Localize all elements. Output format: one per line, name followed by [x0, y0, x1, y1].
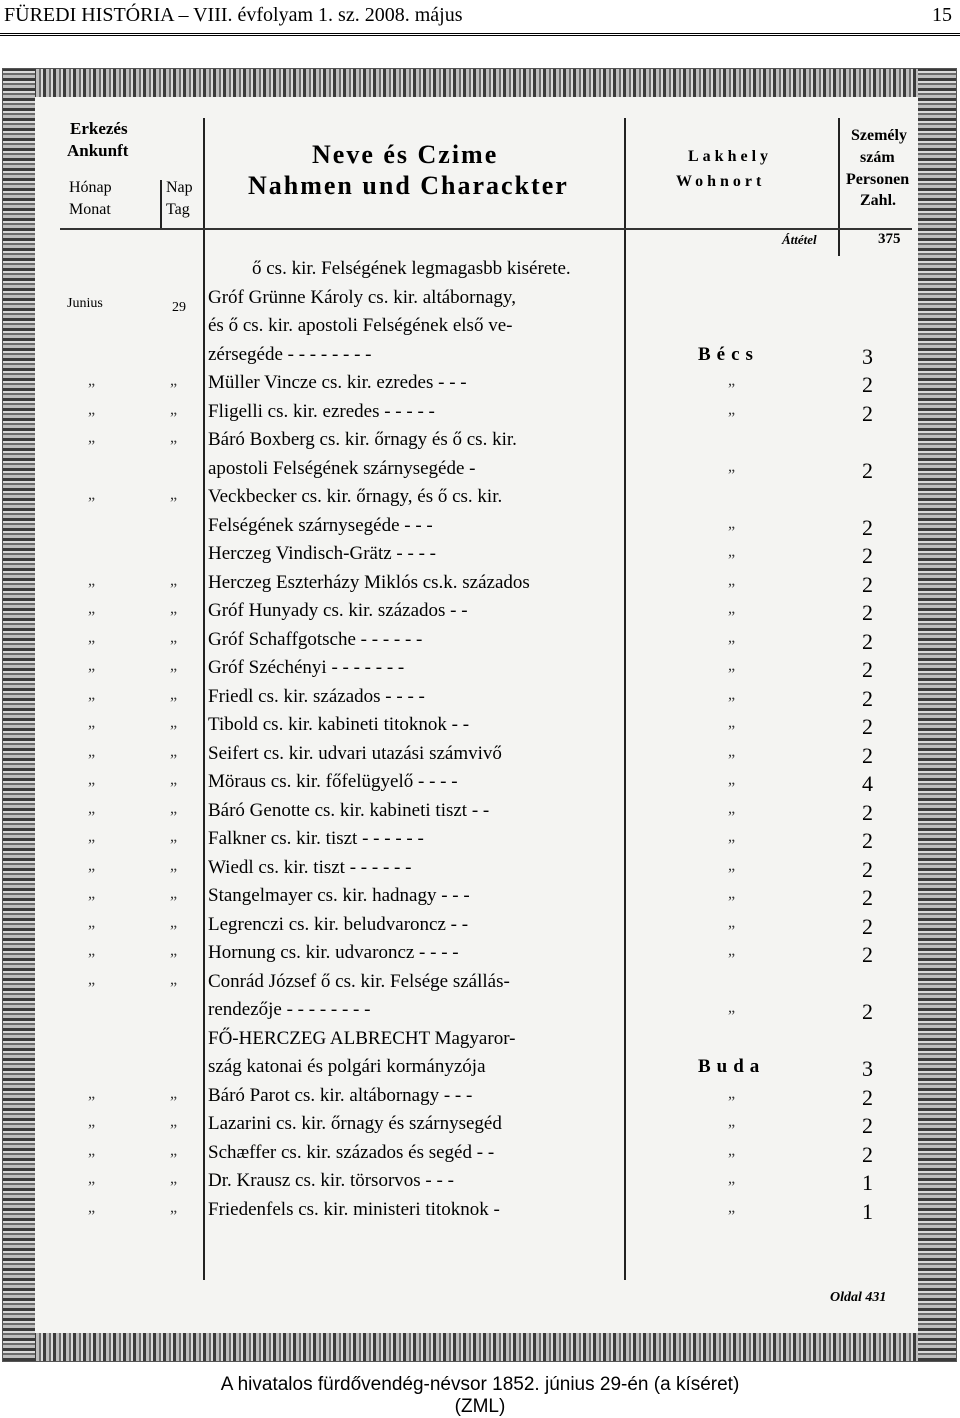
ditto-mark: „	[728, 828, 736, 845]
journal-title: FÜREDI HISTÓRIA – VIII. évfolyam 1. sz. 2008. május	[4, 4, 463, 26]
guest-name: Seifert cs. kir. udvari utazási számvivő	[208, 742, 502, 764]
guest-name: ő cs. kir. Felségének legmagasbb kisérete.	[252, 258, 571, 279]
ditto-mark: „	[728, 514, 736, 532]
ditto-mark: „	[88, 828, 96, 845]
register-row	[0, 714, 930, 742]
guest-name: Felségének szárnysegéde - - -	[208, 514, 433, 536]
col-arrival-de: Ankunft	[67, 141, 129, 160]
person-count: 2	[862, 543, 873, 568]
ditto-mark: „	[728, 372, 736, 389]
person-count: 2	[862, 1141, 873, 1167]
col-day-de: Tag	[166, 201, 190, 218]
ditto-mark: „	[170, 657, 178, 674]
col-month-hu: Hónap	[69, 179, 112, 196]
guest-name: Gróf Széchényi - - - - - - -	[208, 657, 405, 678]
residence: Bécs	[698, 343, 759, 365]
residence: Buda	[698, 1056, 766, 1077]
guest-name: Friedl cs. kir. százados - - - -	[208, 685, 425, 707]
ditto-mark: „	[170, 1113, 178, 1130]
ditto-mark: „	[728, 543, 736, 560]
register-row	[0, 1028, 930, 1056]
guest-name: Möraus cs. kir. főfelügyelő - - - -	[208, 771, 458, 792]
register-row	[0, 543, 930, 571]
ditto-mark: „	[88, 628, 96, 646]
ditto-mark: „	[88, 714, 96, 731]
register-row	[0, 1199, 930, 1227]
ditto-mark: „	[170, 714, 178, 731]
col-persons-hu-1: Személy	[851, 127, 907, 144]
register-row	[0, 287, 930, 315]
ditto-mark: „	[88, 1141, 96, 1159]
ditto-mark: „	[728, 714, 736, 731]
ditto-mark: „	[88, 856, 96, 874]
col-day-hu: Nap	[166, 179, 193, 196]
guest-name: Schæffer cs. kir. százados és segéd - -	[208, 1141, 495, 1163]
ditto-mark: „	[88, 799, 96, 817]
ditto-mark: „	[170, 600, 178, 617]
ditto-mark: „	[88, 1084, 96, 1102]
ditto-mark: „	[88, 571, 96, 589]
ditto-mark: „	[170, 942, 178, 959]
person-count: 1	[862, 1170, 873, 1195]
person-count: 2	[862, 628, 873, 654]
ditto-mark: „	[170, 628, 178, 646]
ditto-mark: „	[728, 942, 736, 959]
ditto-mark: „	[728, 1141, 736, 1159]
person-count: 2	[862, 742, 873, 768]
register-row	[0, 686, 930, 714]
guest-name: szág katonai és polgári kormányzója	[208, 1056, 486, 1077]
ditto-mark: „	[88, 970, 96, 988]
guest-name: Gróf Hunyady cs. kir. százados - -	[208, 600, 468, 621]
guest-name: Lazarini cs. kir. őrnagy és szárnysegéd	[208, 1113, 502, 1134]
ditto-mark: „	[170, 400, 178, 418]
ditto-mark: „	[170, 799, 178, 817]
carry-over-label: Áttétel	[782, 232, 817, 247]
register-row	[0, 828, 930, 856]
col-name-hu: Neve és Czime	[312, 140, 499, 169]
person-count: 2	[862, 1084, 873, 1110]
ditto-mark: „	[728, 1113, 736, 1130]
register-row	[0, 1170, 930, 1198]
register-row	[0, 857, 930, 885]
guest-name: Friedenfels cs. kir. ministeri titoknok -	[208, 1198, 500, 1220]
ditto-mark: „	[170, 685, 178, 703]
ditto-mark: „	[88, 1113, 96, 1130]
ditto-mark: „	[88, 429, 96, 446]
ditto-mark: „	[728, 571, 736, 589]
guest-name: Hornung cs. kir. udvaroncz - - - -	[208, 942, 459, 963]
person-count: 2	[862, 400, 873, 426]
ditto-mark: „	[728, 400, 736, 418]
ditto-mark: „	[728, 885, 736, 902]
person-count: 2	[862, 942, 873, 967]
ditto-mark: „	[170, 571, 178, 589]
register-row	[0, 914, 930, 942]
ditto-mark: „	[170, 856, 178, 874]
ditto-mark: „	[170, 742, 178, 760]
ditto-mark: „	[170, 486, 178, 503]
person-count: 2	[862, 600, 873, 625]
register-row	[0, 458, 930, 486]
register-row	[0, 429, 930, 457]
register-row	[0, 942, 930, 970]
ditto-mark: „	[88, 685, 96, 703]
person-count: 2	[862, 714, 873, 739]
ditto-mark: „	[88, 1198, 96, 1216]
person-count: 4	[862, 771, 873, 796]
header-divider	[0, 33, 960, 36]
ditto-mark: „	[88, 742, 96, 760]
register-row	[0, 515, 930, 543]
ditto-mark: „	[170, 885, 178, 902]
register-row	[0, 315, 930, 343]
guest-name: Dr. Krausz cs. kir. törsorvos - - -	[208, 1170, 454, 1191]
ornamental-border-top	[3, 69, 956, 97]
ditto-mark: „	[170, 1170, 178, 1187]
ornamental-border-bottom	[3, 1333, 956, 1361]
person-count: 2	[862, 685, 873, 711]
register-page-label: Oldal 431	[830, 1290, 887, 1305]
ditto-mark: „	[88, 400, 96, 418]
ditto-mark: „	[88, 600, 96, 617]
register-row	[0, 486, 930, 514]
register-row	[0, 1113, 930, 1141]
caption-line-2: (ZML)	[454, 1396, 506, 1417]
person-count: 2	[862, 828, 873, 853]
guest-name: Müller Vincze cs. kir. ezredes - - -	[208, 372, 467, 393]
register-row	[0, 1056, 930, 1084]
col-name-de: Nahmen und Charackter	[248, 171, 569, 200]
ditto-mark: „	[88, 771, 96, 788]
guest-name: zérsegéde - - - - - - - -	[208, 343, 372, 365]
rule-header-bottom	[60, 228, 912, 230]
guest-name: Tibold cs. kir. kabineti titoknok - -	[208, 714, 470, 735]
ditto-mark: „	[170, 828, 178, 845]
guest-name: Herczeg Eszterházy Miklós cs.k. százados	[208, 571, 530, 593]
person-count: 3	[862, 1056, 873, 1081]
guest-name: Báró Parot cs. kir. altábornagy - - -	[208, 1084, 473, 1106]
person-count: 3	[862, 343, 873, 369]
ditto-mark: „	[728, 457, 736, 475]
carry-over-value: 375	[878, 231, 901, 247]
guest-name: Báró Boxberg cs. kir. őrnagy és ő cs. kir.	[208, 429, 517, 450]
register-row	[0, 258, 930, 286]
ditto-mark: „	[728, 600, 736, 617]
ditto-mark: „	[728, 657, 736, 674]
col-persons-hu-2: szám	[860, 149, 895, 166]
register-row	[0, 999, 930, 1027]
ditto-mark: „	[88, 1170, 96, 1187]
col-persons-de-2: Zahl.	[860, 192, 897, 209]
person-count: 1	[862, 1198, 873, 1224]
ditto-mark: „	[170, 429, 178, 446]
ditto-mark: „	[88, 372, 96, 389]
guest-name: Wiedl cs. kir. tiszt - - - - - -	[208, 856, 412, 878]
guest-name: Conrád József ő cs. kir. Felsége szállás-	[208, 970, 510, 992]
guest-name: Stangelmayer cs. kir. hadnagy - - -	[208, 885, 470, 906]
guest-name: Gróf Schaffgotsche - - - - - -	[208, 628, 423, 650]
register-row	[0, 572, 930, 600]
ditto-mark: „	[170, 1084, 178, 1102]
col-arrival-hu: Erkezés	[70, 119, 128, 138]
person-count: 2	[862, 799, 873, 825]
guest-name: Herczeg Vindisch-Grätz - - - -	[208, 543, 436, 564]
rule-residence-count	[838, 118, 840, 256]
guest-name: és ő cs. kir. apostoli Felségének első ve-	[208, 315, 513, 336]
ditto-mark: „	[88, 942, 96, 959]
ditto-mark: „	[170, 1198, 178, 1216]
ditto-mark: „	[170, 372, 178, 389]
ditto-mark: „	[728, 799, 736, 817]
guest-name: Veckbecker cs. kir. őrnagy, és ő cs. kir.	[208, 486, 503, 507]
ditto-mark: „	[728, 628, 736, 646]
col-month-de: Monat	[69, 201, 111, 218]
person-count: 2	[862, 571, 873, 597]
entry-day: 29	[172, 300, 186, 315]
register-row	[0, 657, 930, 685]
register-row	[0, 885, 930, 913]
person-count: 2	[862, 372, 873, 397]
guest-name: FŐ-HERCZEG ALBRECHT Magyaror-	[208, 1027, 516, 1049]
person-count: 2	[862, 999, 873, 1024]
guest-name: apostoli Felségének szárnysegéde -	[208, 457, 476, 479]
ditto-mark: „	[88, 913, 96, 931]
ditto-mark: „	[728, 771, 736, 788]
person-count: 2	[862, 657, 873, 682]
register-row	[0, 344, 930, 372]
entry-month: Junius	[67, 296, 103, 311]
ditto-mark: „	[728, 856, 736, 874]
col-persons-de-1: Personen	[846, 171, 910, 188]
ditto-mark: „	[88, 885, 96, 902]
guest-name: Legrenczi cs. kir. beludvaroncz - -	[208, 913, 469, 935]
rule-month-day	[160, 180, 162, 228]
page-number: 15	[932, 4, 952, 26]
register-row	[0, 401, 930, 429]
person-count: 2	[862, 457, 873, 483]
caption-line-1: A hivatalos fürdővendég-névsor 1852. június 29-én (a kíséret)	[220, 1374, 740, 1395]
register-row	[0, 743, 930, 771]
register-row	[0, 771, 930, 799]
ditto-mark: „	[728, 1170, 736, 1187]
person-count: 2	[862, 1113, 873, 1138]
register-row	[0, 372, 930, 400]
ditto-mark: „	[728, 999, 736, 1016]
ditto-mark: „	[728, 742, 736, 760]
ditto-mark: „	[728, 1198, 736, 1216]
person-count: 2	[862, 856, 873, 882]
ditto-mark: „	[728, 1084, 736, 1102]
figure-caption	[0, 1374, 960, 1418]
guest-name: Gróf Grünne Károly cs. kir. altábornagy,	[208, 286, 516, 308]
guest-name: rendezője - - - - - - - -	[208, 999, 371, 1020]
ditto-mark: „	[728, 685, 736, 703]
register-row	[0, 971, 930, 999]
guest-name: Falkner cs. kir. tiszt - - - - - -	[208, 828, 424, 849]
col-residence-hu: Lakhely	[688, 148, 773, 165]
ditto-mark: „	[88, 657, 96, 674]
ditto-mark: „	[728, 913, 736, 931]
guest-name: Báró Genotte cs. kir. kabineti tiszt - -	[208, 799, 490, 821]
col-residence-de: Wohnort	[676, 173, 766, 190]
register-row	[0, 1142, 930, 1170]
register-row	[0, 600, 930, 628]
guest-name: Fligelli cs. kir. ezredes - - - - -	[208, 400, 435, 422]
person-count: 2	[862, 514, 873, 540]
register-row	[0, 629, 930, 657]
person-count: 2	[862, 913, 873, 939]
register-row	[0, 1085, 930, 1113]
ditto-mark: „	[170, 1141, 178, 1159]
ditto-mark: „	[170, 771, 178, 788]
person-count: 2	[862, 885, 873, 910]
ditto-mark: „	[170, 970, 178, 988]
page-header	[0, 0, 960, 36]
register-row	[0, 800, 930, 828]
ditto-mark: „	[88, 486, 96, 503]
ditto-mark: „	[170, 913, 178, 931]
